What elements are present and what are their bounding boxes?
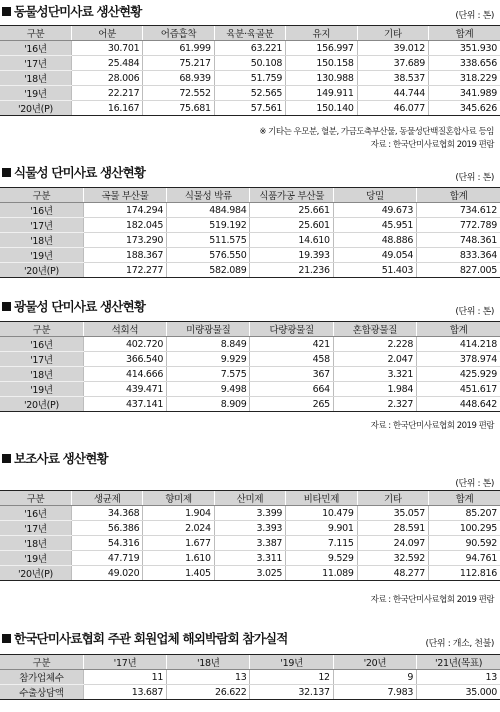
table-cell: 484.984 xyxy=(167,203,250,218)
table-row xyxy=(0,248,500,263)
source-note: 자료 : 한국단미사료협회 2019 편람 xyxy=(370,421,494,431)
table-row xyxy=(0,670,500,685)
table-row xyxy=(0,521,500,536)
table-cell: 25.661 xyxy=(250,203,333,218)
square-bullet-icon xyxy=(2,168,11,177)
table-cell: 7.983 xyxy=(333,685,416,700)
header-row xyxy=(0,491,500,506)
table-cell: 24.097 xyxy=(357,536,428,551)
row-label: '17년 xyxy=(0,352,83,367)
table-cell: 425.929 xyxy=(417,367,500,382)
unit-label: (단위 : 톤) xyxy=(455,173,494,183)
table-row xyxy=(0,506,500,521)
table-cell: 576.550 xyxy=(167,248,250,263)
table-cell: 414.218 xyxy=(417,337,500,352)
row-label: '17년 xyxy=(0,56,71,71)
table-cell: 52.565 xyxy=(214,86,285,101)
row-label: '17년 xyxy=(0,521,71,536)
table-cell: 451.617 xyxy=(417,382,500,397)
table-cell: 3.399 xyxy=(214,506,285,521)
table-row xyxy=(0,233,500,248)
table-cell: 13.687 xyxy=(83,685,166,700)
expo-participation-table xyxy=(0,654,500,700)
table-cell: 3.321 xyxy=(333,367,416,382)
table-cell: 112.816 xyxy=(429,566,500,581)
table-cell: 75.217 xyxy=(143,56,214,71)
column-header: 비타민제 xyxy=(286,491,357,506)
table-cell: 318.229 xyxy=(429,71,500,86)
column-header: 합계 xyxy=(417,188,500,203)
animal-feed-table xyxy=(0,25,500,116)
table-cell: 28.591 xyxy=(357,521,428,536)
source-note: 자료 : 한국단미사료협회 2019 편람 xyxy=(370,595,494,605)
table-cell: 402.720 xyxy=(83,337,166,352)
table-cell: 421 xyxy=(250,337,333,352)
column-header: '19년 xyxy=(250,655,333,670)
table-cell: 9.529 xyxy=(286,551,357,566)
table-cell: 10.479 xyxy=(286,506,357,521)
row-label: '18년 xyxy=(0,233,83,248)
table-row xyxy=(0,71,500,86)
table-cell: 511.575 xyxy=(167,233,250,248)
table-cell: 90.592 xyxy=(429,536,500,551)
table-cell: 16.167 xyxy=(71,101,142,116)
table-cell: 7.575 xyxy=(167,367,250,382)
table-cell: 100.295 xyxy=(429,521,500,536)
table-cell: 7.115 xyxy=(286,536,357,551)
row-label: '20년(P) xyxy=(0,101,71,116)
table-cell: 49.054 xyxy=(333,248,416,263)
row-label: '19년 xyxy=(0,248,83,263)
table-cell: 56.386 xyxy=(71,521,142,536)
table-row xyxy=(0,203,500,218)
table-cell: 458 xyxy=(250,352,333,367)
table-cell: 72.552 xyxy=(143,86,214,101)
table-cell: 48.886 xyxy=(333,233,416,248)
column-header: 합계 xyxy=(429,26,500,41)
table-row xyxy=(0,56,500,71)
table-cell: 85.207 xyxy=(429,506,500,521)
table-cell: 32.137 xyxy=(250,685,333,700)
table-cell: 75.681 xyxy=(143,101,214,116)
column-header: '21년(목표) xyxy=(417,655,500,670)
table-cell: 47.719 xyxy=(71,551,142,566)
column-header: 기타 xyxy=(357,491,428,506)
table-cell: 172.277 xyxy=(83,263,166,278)
table-cell: 1.610 xyxy=(143,551,214,566)
table-cell: 351.930 xyxy=(429,41,500,56)
source-note: 자료 : 한국단미사료협회 2019 편람 xyxy=(370,140,494,150)
table-cell: 2.047 xyxy=(333,352,416,367)
table-cell: 30.701 xyxy=(71,41,142,56)
table-cell: 664 xyxy=(250,382,333,397)
table-cell: 44.744 xyxy=(357,86,428,101)
table-cell: 39.012 xyxy=(357,41,428,56)
unit-label: (단위 : 톤) xyxy=(455,479,494,489)
column-header: 기타 xyxy=(357,26,428,41)
column-header: 구분 xyxy=(0,491,71,506)
row-label: '19년 xyxy=(0,382,83,397)
table-cell: 9.929 xyxy=(167,352,250,367)
column-header: '17년 xyxy=(83,655,166,670)
table-cell: 51.759 xyxy=(214,71,285,86)
mineral-feed-table xyxy=(0,321,500,412)
column-header: 구분 xyxy=(0,26,71,41)
table-cell: 94.761 xyxy=(429,551,500,566)
column-header: 어분 xyxy=(71,26,142,41)
table-cell: 156.997 xyxy=(286,41,357,56)
table-cell: 37.689 xyxy=(357,56,428,71)
table-cell: 61.999 xyxy=(143,41,214,56)
table-cell: 1.677 xyxy=(143,536,214,551)
table-row xyxy=(0,41,500,56)
table-cell: 3.311 xyxy=(214,551,285,566)
unit-label: (단위 : 개소, 천불) xyxy=(425,639,494,649)
table-cell: 54.316 xyxy=(71,536,142,551)
unit-label: (단위 : 톤) xyxy=(455,307,494,317)
table-cell: 11 xyxy=(83,670,166,685)
table-cell: 49.020 xyxy=(71,566,142,581)
row-label: 수출상담액 xyxy=(0,685,83,700)
table-cell: 772.789 xyxy=(417,218,500,233)
table-cell: 366.540 xyxy=(83,352,166,367)
table-cell: 63.221 xyxy=(214,41,285,56)
table-cell: 9.498 xyxy=(167,382,250,397)
table-row xyxy=(0,536,500,551)
header-row xyxy=(0,655,500,670)
table-row xyxy=(0,367,500,382)
header-row xyxy=(0,26,500,41)
table-row xyxy=(0,218,500,233)
table-cell: 46.077 xyxy=(357,101,428,116)
table-row xyxy=(0,337,500,352)
table-cell: 748.361 xyxy=(417,233,500,248)
table-cell: 174.294 xyxy=(83,203,166,218)
table-cell: 3.387 xyxy=(214,536,285,551)
row-label: '16년 xyxy=(0,506,71,521)
footnote: ※ 기타는 우모분, 혈분, 가금도축부산물, 동물성단백질혼합사료 등임 xyxy=(259,127,494,137)
table-cell: 378.974 xyxy=(417,352,500,367)
column-header: 식품가공 부산물 xyxy=(250,188,333,203)
column-header: 구분 xyxy=(0,322,83,337)
table-cell: 25.484 xyxy=(71,56,142,71)
row-label: '18년 xyxy=(0,536,71,551)
table-cell: 21.236 xyxy=(250,263,333,278)
table-cell: 439.471 xyxy=(83,382,166,397)
column-header: 구분 xyxy=(0,188,83,203)
table-cell: 34.368 xyxy=(71,506,142,521)
table-row xyxy=(0,397,500,412)
table-cell: 2.327 xyxy=(333,397,416,412)
plant-feed-table xyxy=(0,187,500,278)
row-label: '16년 xyxy=(0,41,71,56)
column-header: 식물성 박류 xyxy=(167,188,250,203)
table-cell: 345.626 xyxy=(429,101,500,116)
supplementary-feed-table xyxy=(0,490,500,581)
row-label: 참가업체수 xyxy=(0,670,83,685)
table-cell: 2.024 xyxy=(143,521,214,536)
unit-label: (단위 : 톤) xyxy=(455,11,494,21)
column-header: 곡물 부산물 xyxy=(83,188,166,203)
table-cell: 367 xyxy=(250,367,333,382)
section-title-mineral-feed: 광물성 단미사료 생산현황 xyxy=(2,297,145,315)
row-label: '17년 xyxy=(0,218,83,233)
table-cell: 149.911 xyxy=(286,86,357,101)
table-cell: 582.089 xyxy=(167,263,250,278)
table-cell: 45.951 xyxy=(333,218,416,233)
table-row xyxy=(0,101,500,116)
table-cell: 68.939 xyxy=(143,71,214,86)
table-row xyxy=(0,86,500,101)
table-cell: 734.612 xyxy=(417,203,500,218)
table-cell: 48.277 xyxy=(357,566,428,581)
square-bullet-icon xyxy=(2,454,11,463)
column-header: 어즙흡착 xyxy=(143,26,214,41)
row-label: '20년(P) xyxy=(0,263,83,278)
row-label: '18년 xyxy=(0,367,83,382)
column-header: 혼합광물질 xyxy=(333,322,416,337)
table-cell: 1.904 xyxy=(143,506,214,521)
table-cell: 32.592 xyxy=(357,551,428,566)
table-cell: 26.622 xyxy=(167,685,250,700)
table-cell: 519.192 xyxy=(167,218,250,233)
column-header: 다량광물질 xyxy=(250,322,333,337)
table-cell: 35.057 xyxy=(357,506,428,521)
table-cell: 25.601 xyxy=(250,218,333,233)
table-cell: 1.405 xyxy=(143,566,214,581)
table-cell: 265 xyxy=(250,397,333,412)
table-cell: 3.393 xyxy=(214,521,285,536)
table-cell: 49.673 xyxy=(333,203,416,218)
header-row xyxy=(0,322,500,337)
column-header: 육분·육골분 xyxy=(214,26,285,41)
section-title-supplementary-feed: 보조사료 생산현황 xyxy=(2,449,108,467)
row-label: '18년 xyxy=(0,71,71,86)
table-row xyxy=(0,352,500,367)
table-cell: 9.901 xyxy=(286,521,357,536)
table-cell: 22.217 xyxy=(71,86,142,101)
row-label: '16년 xyxy=(0,203,83,218)
table-cell: 13 xyxy=(417,670,500,685)
row-label: '20년(P) xyxy=(0,397,83,412)
table-cell: 9 xyxy=(333,670,416,685)
table-cell: 50.108 xyxy=(214,56,285,71)
column-header: 석회석 xyxy=(83,322,166,337)
column-header: 구분 xyxy=(0,655,83,670)
square-bullet-icon xyxy=(2,7,11,16)
column-header: 당밀 xyxy=(333,188,416,203)
table-row xyxy=(0,566,500,581)
table-cell: 28.006 xyxy=(71,71,142,86)
table-cell: 19.393 xyxy=(250,248,333,263)
table-cell: 3.025 xyxy=(214,566,285,581)
table-cell: 57.561 xyxy=(214,101,285,116)
table-cell: 150.158 xyxy=(286,56,357,71)
table-row xyxy=(0,685,500,700)
table-row xyxy=(0,551,500,566)
row-label: '20년(P) xyxy=(0,566,71,581)
row-label: '16년 xyxy=(0,337,83,352)
table-cell: 188.367 xyxy=(83,248,166,263)
table-cell: 12 xyxy=(250,670,333,685)
table-cell: 8.849 xyxy=(167,337,250,352)
section-title-expo-participation: 한국단미사료협회 주관 회원업체 해외박람회 참가실적 xyxy=(2,629,288,647)
table-cell: 1.984 xyxy=(333,382,416,397)
square-bullet-icon xyxy=(2,634,11,643)
section-title-animal-feed: 동물성단미사료 생산현황 xyxy=(2,2,142,20)
column-header: 생균제 xyxy=(71,491,142,506)
table-row xyxy=(0,382,500,397)
table-cell: 35.000 xyxy=(417,685,500,700)
table-row xyxy=(0,263,500,278)
table-cell: 437.141 xyxy=(83,397,166,412)
table-cell: 173.290 xyxy=(83,233,166,248)
table-cell: 827.005 xyxy=(417,263,500,278)
column-header: 유지 xyxy=(286,26,357,41)
table-cell: 833.364 xyxy=(417,248,500,263)
column-header: 합계 xyxy=(429,491,500,506)
table-cell: 14.610 xyxy=(250,233,333,248)
column-header: 산미제 xyxy=(214,491,285,506)
column-header: 향미제 xyxy=(143,491,214,506)
column-header: 미량광물질 xyxy=(167,322,250,337)
table-cell: 341.989 xyxy=(429,86,500,101)
table-cell: 182.045 xyxy=(83,218,166,233)
table-cell: 130.988 xyxy=(286,71,357,86)
table-cell: 11.089 xyxy=(286,566,357,581)
column-header: 합계 xyxy=(417,322,500,337)
table-cell: 13 xyxy=(167,670,250,685)
column-header: '20년 xyxy=(333,655,416,670)
table-cell: 150.140 xyxy=(286,101,357,116)
column-header: '18년 xyxy=(167,655,250,670)
header-row xyxy=(0,188,500,203)
row-label: '19년 xyxy=(0,86,71,101)
table-cell: 414.666 xyxy=(83,367,166,382)
table-cell: 51.403 xyxy=(333,263,416,278)
table-cell: 338.656 xyxy=(429,56,500,71)
table-cell: 8.909 xyxy=(167,397,250,412)
square-bullet-icon xyxy=(2,302,11,311)
table-cell: 448.642 xyxy=(417,397,500,412)
section-title-plant-feed: 식물성 단미사료 생산현황 xyxy=(2,163,145,181)
row-label: '19년 xyxy=(0,551,71,566)
table-cell: 38.537 xyxy=(357,71,428,86)
table-cell: 2.228 xyxy=(333,337,416,352)
